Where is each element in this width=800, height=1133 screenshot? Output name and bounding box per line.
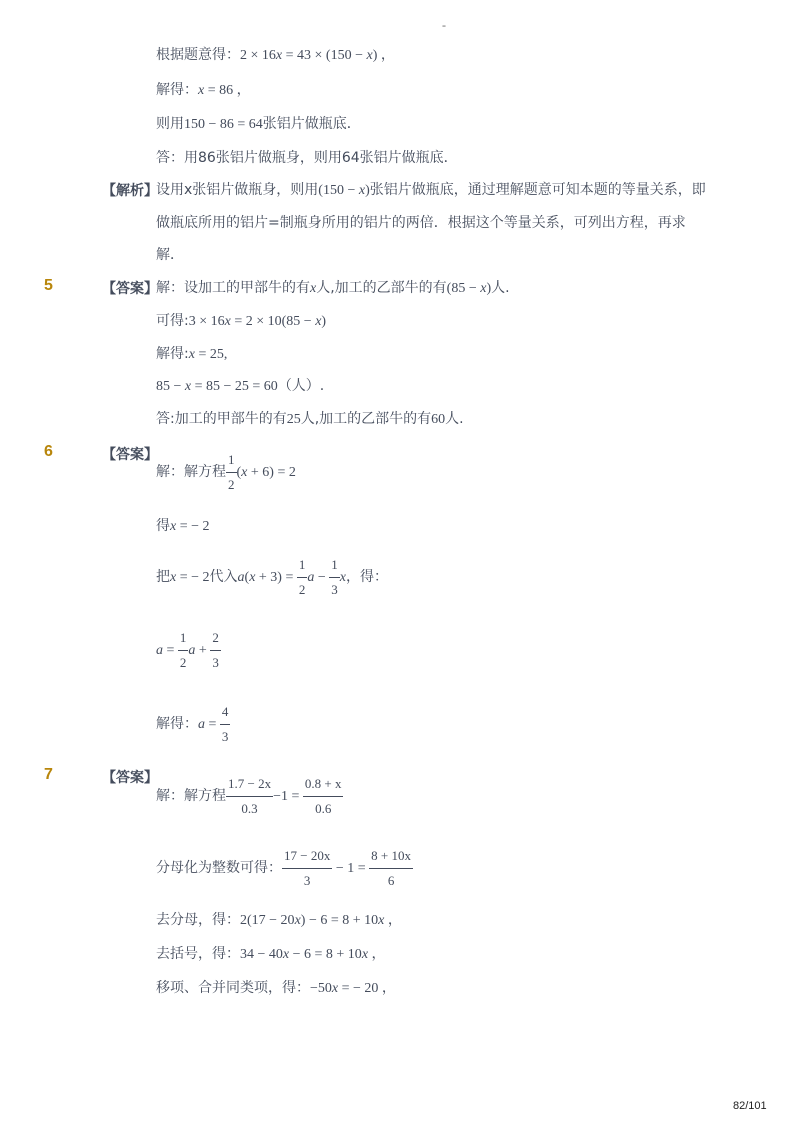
text: 代入: [209, 569, 238, 585]
q4-solution-line: [156, 80, 251, 101]
fraction-bar: [178, 650, 189, 651]
var: a: [307, 570, 315, 585]
numerator: 17 − 20x: [284, 848, 331, 864]
fraction-bar: [329, 577, 340, 578]
var: x: [198, 83, 205, 98]
math: (: [236, 465, 242, 480]
var: x: [361, 947, 369, 962]
var: x: [339, 570, 346, 585]
var: x: [378, 913, 385, 928]
fraction: [226, 451, 237, 494]
fraction-bar: [210, 650, 221, 651]
math: ，: [384, 913, 402, 928]
var: x: [224, 314, 231, 329]
math: 2(17 − 20: [240, 913, 295, 928]
math: + 6) = 2: [247, 465, 296, 480]
q6-line-2: [156, 516, 210, 537]
fraction: [329, 556, 340, 599]
math: 2 × 16: [240, 48, 276, 63]
numerator: 0.8 + x: [304, 776, 342, 792]
var: x: [310, 281, 317, 296]
denominator: 0.6: [315, 801, 332, 817]
answer-tag: 【答案】: [102, 770, 158, 786]
text: 则用: [156, 116, 184, 132]
math: ) ，: [372, 48, 395, 63]
analysis-tag: 【解析】: [102, 183, 158, 199]
fraction: [178, 629, 189, 672]
var: x: [170, 570, 177, 585]
q6-line-5: [156, 692, 230, 757]
math: − 1 =: [332, 861, 370, 876]
q6-line-1: [156, 440, 296, 505]
text: 设用x张铝片做瓶身，则用: [156, 182, 319, 198]
math: ，: [368, 947, 386, 962]
answer-tag: 【答案】: [102, 281, 158, 297]
analysis-line-1: [156, 180, 706, 201]
text: 解：解方程: [156, 788, 226, 804]
var: x: [170, 519, 177, 534]
analysis-line-2: 做瓶底所用的铝片=制瓶身所用的铝片的两倍．根据这个等量关系，可列出方程，再求: [156, 215, 686, 231]
var: x: [241, 465, 248, 480]
math: ): [321, 314, 327, 329]
math: = − 20 ，: [338, 981, 396, 996]
analysis-line-3: 解．: [156, 247, 184, 263]
fraction: [210, 629, 221, 672]
math: = − 2: [176, 519, 210, 534]
denominator: 3: [331, 582, 338, 598]
var: x: [358, 183, 366, 198]
math: ) − 6 = 8 + 10: [300, 913, 379, 928]
math: =: [163, 643, 178, 658]
math: +: [195, 643, 211, 658]
math: =: [205, 717, 220, 732]
math: −: [314, 570, 330, 585]
math: = 85 − 25 = 60: [191, 379, 278, 394]
fraction-bar: [303, 796, 344, 797]
q4-answer-line: 答：用86张铝片做瓶身，则用64张铝片做瓶底．: [156, 150, 458, 166]
denominator: 2: [298, 582, 306, 598]
fraction-bar: [369, 868, 413, 869]
q7-line-4: [156, 944, 386, 965]
var: x: [331, 981, 339, 996]
text: 解：设加工的甲部牛的有: [156, 280, 310, 296]
denominator: 3: [303, 873, 311, 889]
q6-line-4: [156, 619, 221, 683]
page-number: 82/101: [733, 1100, 767, 1112]
math: −50: [310, 981, 332, 996]
q4-equation-line: [156, 45, 395, 66]
text: ，得：: [345, 569, 388, 585]
math: 85 −: [156, 379, 185, 394]
q4-bottom-line: [156, 114, 361, 135]
q5-line-2: [156, 311, 326, 332]
text: 答:加工的甲部牛的有: [156, 411, 287, 427]
denominator: 3: [221, 729, 229, 745]
text: 张铝片做瓶底．: [262, 116, 361, 132]
q5-line-4: [156, 376, 324, 397]
math: + 3) =: [255, 570, 297, 585]
fraction: [297, 556, 308, 599]
question-number-7: 7: [44, 766, 53, 783]
text: 去括号，得：: [156, 946, 240, 962]
math: (150 −: [318, 183, 359, 198]
math: = 2 × 10(85 −: [230, 314, 316, 329]
fraction-bar: [282, 868, 332, 869]
var: x: [294, 913, 301, 928]
numerator: 1: [298, 557, 306, 573]
text: 解得：: [156, 82, 198, 98]
denominator: 2: [179, 655, 187, 671]
answer-tag: 【答案】: [102, 447, 158, 463]
var: x: [184, 379, 192, 394]
var: a: [156, 643, 163, 658]
text: 移项、合并同类项，得：: [156, 980, 310, 996]
q5-line-5: [156, 409, 464, 430]
denominator: 3: [212, 655, 219, 671]
q7-line-1: [156, 764, 343, 829]
var: x: [188, 347, 195, 362]
fraction: [220, 703, 231, 746]
math: (85 −: [446, 281, 481, 296]
question-number-6: 6: [44, 443, 53, 460]
denominator: 2: [228, 477, 235, 493]
math: − 6 = 8 + 10: [289, 947, 362, 962]
var: x: [480, 281, 487, 296]
text: 解得：: [156, 716, 198, 732]
numerator: 1: [228, 452, 235, 468]
q7-line-3: [156, 910, 402, 931]
text: 人,加工的乙部牛的有: [300, 411, 432, 427]
var: x: [249, 570, 256, 585]
math: = − 2: [176, 570, 210, 585]
var: x: [282, 947, 290, 962]
var: x: [275, 48, 283, 63]
denominator: 0.3: [241, 801, 258, 817]
math: (: [244, 570, 250, 585]
math: 25: [286, 412, 301, 427]
fraction: [226, 775, 273, 818]
fraction: [369, 847, 413, 890]
text: 人.: [445, 411, 464, 427]
fraction-bar: [226, 472, 237, 473]
fraction: [282, 847, 332, 890]
math: ): [486, 281, 492, 296]
q7-line-5: [156, 978, 396, 999]
q6-line-3: [156, 545, 388, 610]
numerator: 2: [212, 630, 219, 646]
page-header-dash: -: [442, 18, 446, 32]
math: 150 − 86 = 64: [184, 117, 263, 132]
fraction: [303, 775, 344, 818]
numerator: 1: [331, 557, 338, 573]
math: 3 × 16: [188, 314, 225, 329]
text: 解：解方程: [156, 464, 226, 480]
text: （人）.: [277, 378, 325, 394]
text: 把: [156, 569, 170, 585]
math: 60: [431, 412, 446, 427]
math: ): [365, 183, 370, 198]
denominator: 6: [387, 873, 395, 889]
math: = 25,: [194, 347, 228, 362]
math: −1 =: [273, 789, 303, 804]
numerator: 4: [221, 704, 229, 720]
numerator: 1: [179, 630, 187, 646]
q7-line-2: [156, 836, 413, 901]
fraction-bar: [297, 577, 308, 578]
text: 根据题意得：: [156, 47, 240, 63]
var: x: [315, 314, 322, 329]
var: x: [366, 48, 373, 63]
var: a: [237, 570, 245, 585]
numerator: 1.7 − 2x: [228, 776, 272, 792]
text: 解得:: [156, 346, 189, 362]
question-number-5: 5: [44, 277, 53, 294]
math: = 86 ，: [204, 83, 251, 98]
fraction-bar: [226, 796, 273, 797]
numerator: 8 + 10x: [371, 848, 411, 864]
math: 34 − 40: [240, 947, 283, 962]
var: a: [188, 643, 196, 658]
text: 人,加工的乙部牛的有: [316, 280, 447, 296]
fraction-bar: [220, 724, 231, 725]
text: 得: [156, 518, 170, 534]
q5-line-1: [156, 278, 510, 299]
math: = 43 × (150 −: [282, 48, 367, 63]
text: 人.: [491, 280, 510, 296]
q5-line-3: [156, 344, 227, 365]
text: 可得:: [156, 313, 189, 329]
text: 去分母，得：: [156, 912, 240, 928]
text: 张铝片做瓶底，通过理解题意可知本题的等量关系，即: [369, 182, 706, 198]
var: a: [198, 717, 205, 732]
text: 分母化为整数可得：: [156, 860, 282, 876]
